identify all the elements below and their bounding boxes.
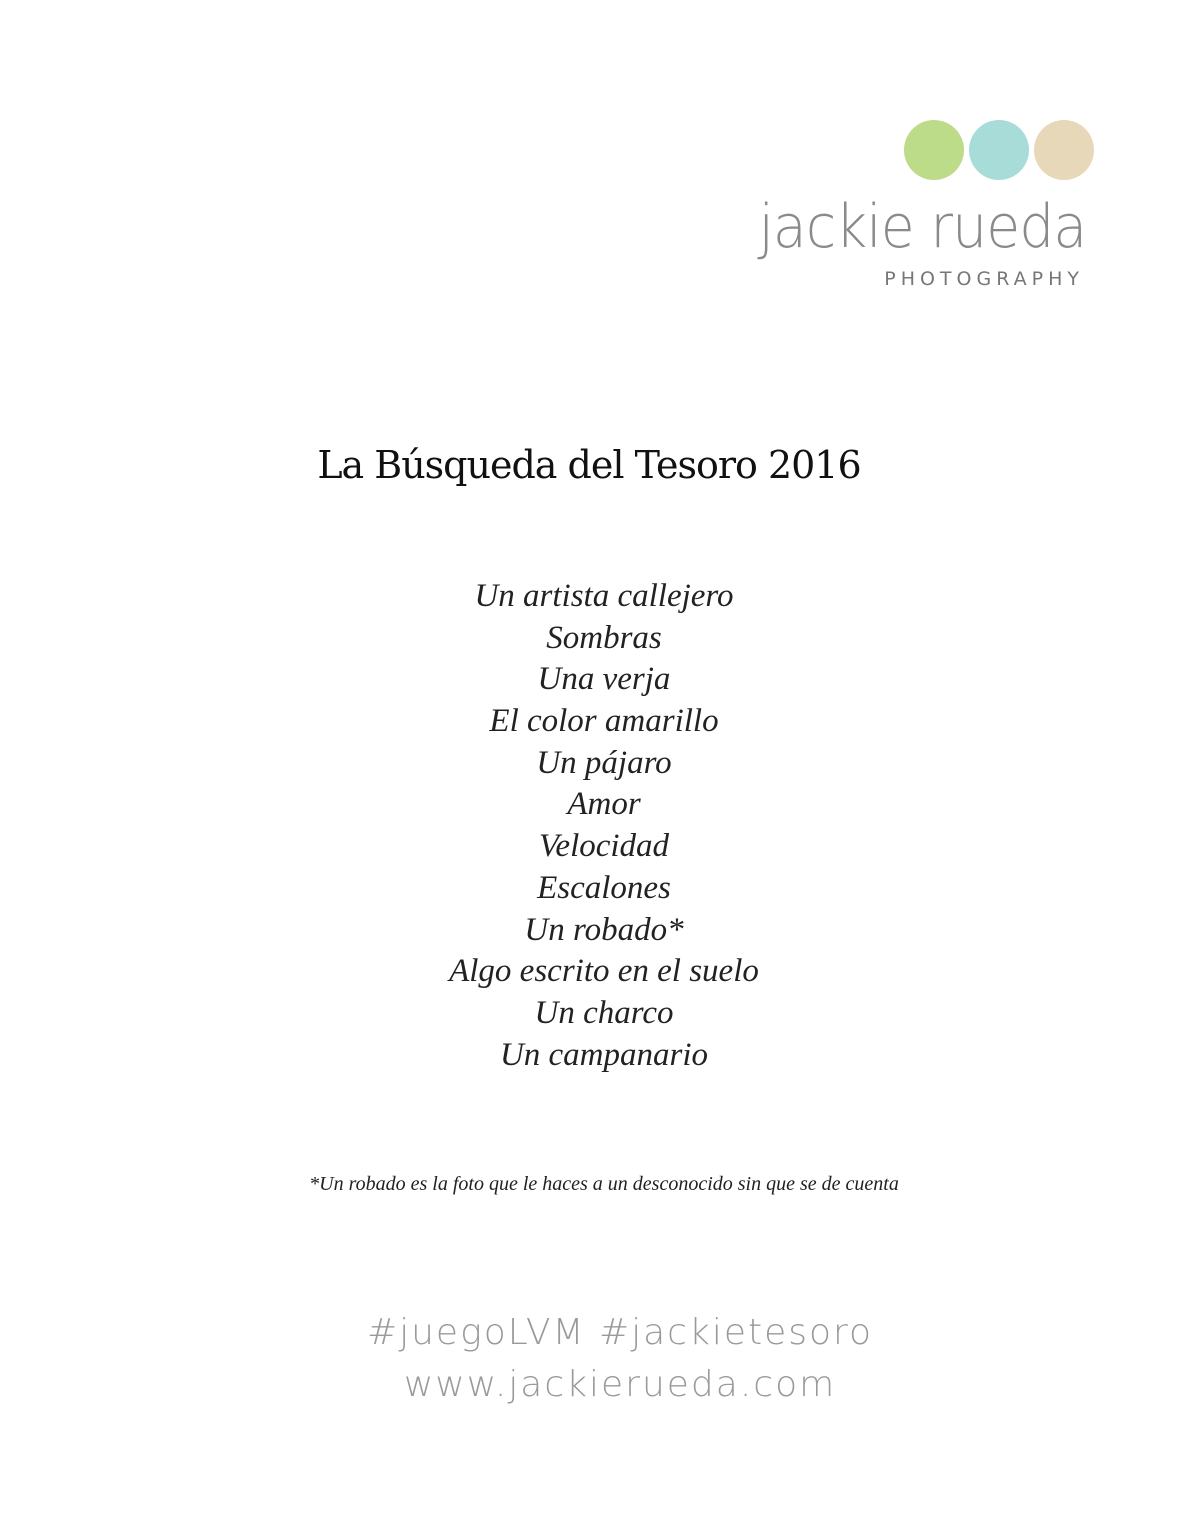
list-item: Un campanario [499, 1036, 709, 1073]
list-item: Algo escrito en el suelo [449, 953, 759, 990]
logo-dots [904, 120, 1104, 180]
logo-dot-beige [1034, 120, 1094, 180]
list-item: Un charco [534, 994, 674, 1031]
list-item: Un pájaro [536, 744, 672, 781]
list-item: Una verja [537, 661, 671, 698]
list-item: Amor [567, 786, 641, 823]
item-list [0, 576, 1200, 1076]
list-item: El color amarillo [489, 703, 719, 740]
brand-subtitle: PHOTOGRAPHY [884, 268, 1084, 290]
list-item: Sombras [546, 619, 662, 656]
hashtags: #juegoLVM #jackietesoro [366, 1312, 874, 1353]
brand-name: jackie rueda [758, 192, 1086, 262]
list-item: Un robado* [524, 911, 684, 948]
footnote: *Un robado es la foto que le haces a un desconocido sin que se de cuenta [309, 1173, 899, 1195]
page-title: La Búsqueda del Tesoro 2016 [317, 443, 861, 487]
brand-logo [740, 110, 1100, 300]
logo-dot-teal [969, 120, 1029, 180]
list-item: Escalones [537, 869, 671, 906]
logo-dot-green [904, 120, 964, 180]
website-link[interactable]: www.jackierueda.com [403, 1364, 837, 1405]
list-item: Velocidad [538, 828, 670, 865]
list-item: Un artista callejero [474, 578, 734, 614]
